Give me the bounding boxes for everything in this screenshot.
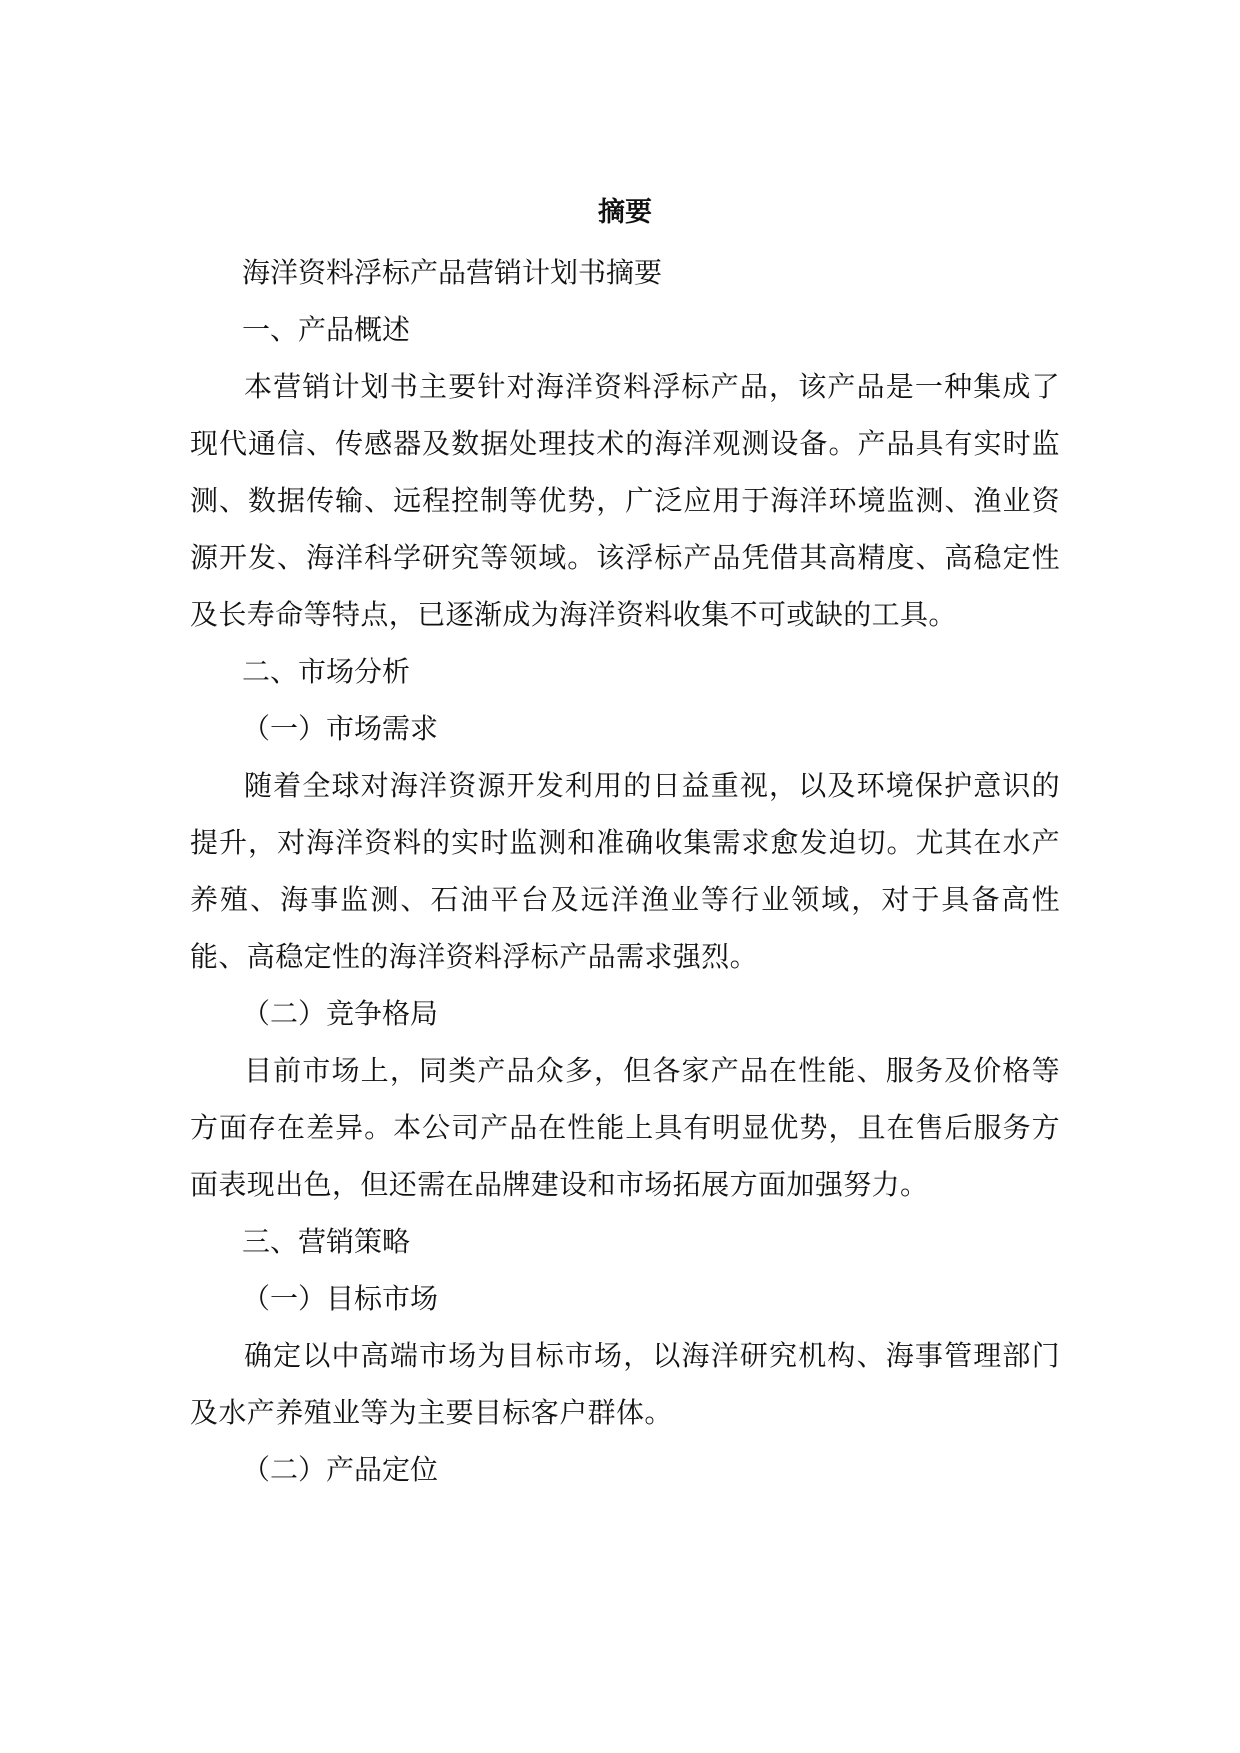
subsection-heading-market-demand: （一）市场需求 bbox=[242, 712, 439, 745]
document-subtitle: 海洋资料浮标产品营销计划书摘要 bbox=[242, 256, 663, 289]
subsection-heading-competition: （二）竞争格局 bbox=[242, 997, 439, 1030]
section-heading-marketing-strategy: 三、营销策略 bbox=[242, 1225, 411, 1258]
section-heading-product-overview: 一、产品概述 bbox=[242, 313, 411, 346]
paragraph-product-overview: 本营销计划书主要针对海洋资料浮标产品，该产品是一种集成了现代通信、传感器及数据处理技术的海洋观测设备。产品具有实时监测、数据传输、远程控制等优势，广泛应用于海洋环境监测、渔业资源开发、海洋科学研究等领域。该浮标产品凭借其高精度、高稳定性及长寿命等特点，已逐渐成为海洋资料收集不可或缺的工具。 bbox=[190, 370, 1060, 631]
paragraph-competition: 目前市场上，同类产品众多，但各家产品在性能、服务及价格等方面存在差异。本公司产品在性能上具有明显优势，且在售后服务方面表现出色，但还需在品牌建设和市场拓展方面加强努力。 bbox=[190, 1054, 1060, 1201]
subsection-heading-target-market: （一）目标市场 bbox=[242, 1282, 439, 1315]
subsection-heading-product-positioning: （二）产品定位 bbox=[242, 1453, 439, 1486]
section-heading-market-analysis: 二、市场分析 bbox=[242, 655, 411, 688]
paragraph-market-demand: 随着全球对海洋资源开发利用的日益重视，以及环境保护意识的提升，对海洋资料的实时监测和准确收集需求愈发迫切。尤其在水产养殖、海事监测、石油平台及远洋渔业等行业领域，对于具备高性能、高稳定性的海洋资料浮标产品需求强烈。 bbox=[190, 769, 1060, 973]
document-page bbox=[190, 196, 1060, 1498]
paragraph-target-market: 确定以中高端市场为目标市场，以海洋研究机构、海事管理部门及水产养殖业等为主要目标客户群体。 bbox=[190, 1339, 1060, 1429]
document-title: 摘要 bbox=[598, 197, 652, 228]
